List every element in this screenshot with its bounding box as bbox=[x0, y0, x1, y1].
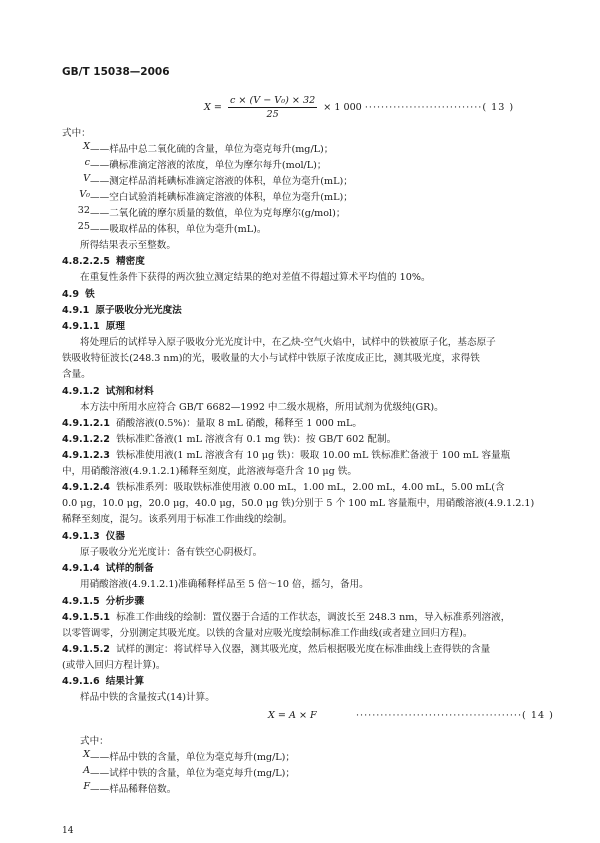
defs14-sym-2: F bbox=[83, 781, 90, 792]
defs13-text-3: ——空白试验消耗碘标准滴定溶液的体积，单位为毫升(mL)； bbox=[90, 192, 353, 203]
defs13-text-1: ——碘标准滴定溶液的浓度，单位为摩尔每升(mol/L)； bbox=[90, 160, 327, 171]
defs13-sym-0: X bbox=[83, 141, 90, 152]
reagents-intro: 本方法中所用水应符合 GB/T 6682—1992 中二级水规格，所用试剂为优级纯(GR)。 bbox=[80, 402, 444, 413]
defs13-text-4: ——二氧化硫的摩尔质量的数值，单位为克每摩尔(g/mol)； bbox=[90, 208, 346, 219]
standard-code: GB/T 15038—2006 bbox=[62, 66, 170, 78]
section-4-9-1-1-heading: 4.9.1.1 原理 bbox=[62, 321, 125, 332]
eq13-denominator: 25 bbox=[266, 109, 279, 120]
defs13-sym-4: 32 bbox=[77, 205, 90, 216]
eq13-lhs: X = bbox=[204, 102, 222, 113]
section-4-9-1-5-heading: 4.9.1.5 分析步骤 bbox=[62, 596, 145, 607]
calc-intro: 样品中铁的含量按式(14)计算。 bbox=[80, 692, 215, 703]
defs13-text-5: ——吸取样品的体积，单位为毫升(mL)。 bbox=[90, 224, 267, 235]
defs13-text-0: ——样品中总二氧化硫的含量，单位为毫克每升(mg/L)； bbox=[90, 144, 334, 155]
eq13-dots: ····························· bbox=[364, 102, 483, 113]
page-number: 14 bbox=[62, 826, 74, 836]
defs14-text-1: ——试样中铁的含量，单位为毫克每升(mg/L)； bbox=[90, 768, 296, 779]
principle-line-1: 将处理后的试样导入原子吸收分光光度计中，在乙炔-空气火焰中，试样中的铁被原子化，基态原子 bbox=[80, 337, 496, 348]
reagent-2: 4.9.1.2.2 铁标准贮备液(1 mL 溶液含有 0.1 mg 铁)：按 GB/T 602 配制。 bbox=[62, 434, 397, 445]
eq14-expr: X = A × F bbox=[268, 710, 317, 721]
reagent-3: 4.9.1.2.3 铁标准使用液(1 mL 溶液含有 10 μg 铁)：吸取 10.00 mL 铁标准贮备液于 100 mL 容量瓶 bbox=[62, 450, 511, 461]
eq13-tail: × 1 000 bbox=[323, 102, 362, 113]
eq13-numerator: c × (V − V₀) × 32 bbox=[229, 95, 316, 106]
reagent-3-cont: 中，用硝酸溶液(4.9.1.2.1)稀释至刻度，此溶液每毫升含 10 μg 铁。 bbox=[62, 466, 357, 477]
section-4-9-1-6-heading: 4.9.1.6 结果计算 bbox=[62, 676, 145, 687]
defs13-sym-5: 25 bbox=[77, 221, 90, 232]
principle-line-3: 含量。 bbox=[62, 369, 91, 380]
section-4-8-2-2-5-text: 在重复性条件下获得的两次独立测定结果的绝对差值不得超过算术平均值的 10%。 bbox=[80, 272, 431, 283]
defs13-sym-2: V bbox=[83, 173, 90, 184]
eq13-number: ( 13 ) bbox=[482, 102, 515, 113]
defs14-text-2: ——样品稀释倍数。 bbox=[90, 784, 177, 795]
defs14-sym-1: A bbox=[83, 765, 90, 776]
defs13-text-2: ——测定样品消耗碘标准滴定溶液的体积，单位为毫升(mL)； bbox=[90, 176, 353, 187]
reagent-4-cont-1: 0.0 μg，10.0 μg，20.0 μg，40.0 μg，50.0 μg 铁)分别于 5 个 100 mL 容量瓶中，用硝酸溶液(4.9.1.2.1) bbox=[62, 498, 535, 509]
eq14-number: ( 14 ) bbox=[522, 710, 554, 721]
section-4-9-1-heading: 4.9.1 原子吸收分光光度法 bbox=[62, 305, 182, 316]
procedure-1-cont: 以零管调零，分别测定其吸光度。以铁的含量对应吸光度绘制标准工作曲线(或者建立回归方程)。 bbox=[62, 628, 473, 639]
defs14-sym-0: X bbox=[83, 749, 90, 760]
sample-prep-text: 用硝酸溶液(4.9.1.2.1)准确稀释样品至 5 倍～10 倍，摇匀，备用。 bbox=[80, 579, 369, 590]
section-4-8-2-2-5-heading: 4.8.2.2.5 精密度 bbox=[62, 256, 145, 267]
defs13-intro: 式中： bbox=[62, 128, 91, 139]
section-4-9-1-2-heading: 4.9.1.2 试剂和材料 bbox=[62, 386, 154, 397]
reagent-4-cont-2: 稀释至刻度，混匀。该系列用于标准工作曲线的绘制。 bbox=[62, 514, 293, 525]
defs14-intro: 式中： bbox=[80, 736, 109, 747]
procedure-2-cont: (或带入回归方程计算)。 bbox=[62, 660, 166, 671]
section-4-9-1-3-heading: 4.9.1.3 仪器 bbox=[62, 531, 125, 542]
defs13-sym-3: V₀ bbox=[79, 189, 90, 200]
equation-13 bbox=[204, 95, 514, 120]
eq14-trail bbox=[356, 710, 554, 721]
section-4-9-1-4-heading: 4.9.1.4 试样的制备 bbox=[62, 563, 154, 574]
eq13-fraction bbox=[228, 95, 317, 120]
defs13-result: 所得结果表示至整数。 bbox=[80, 240, 176, 251]
principle-line-2: 铁吸收特征波长(248.3 nm)的光，吸收量的大小与试样中铁原子浓度成正比，测其吸光度，求得铁 bbox=[62, 353, 480, 364]
reagent-4: 4.9.1.2.4 铁标准系列：吸取铁标准使用液 0.00 mL，1.00 mL，2.00 mL，4.00 mL，5.00 mL(含 bbox=[62, 482, 505, 493]
eq14-dots: ········································· bbox=[356, 710, 523, 721]
defs13-sym-1: c bbox=[84, 157, 90, 168]
defs14-text-0: ——样品中铁的含量，单位为毫克每升(mg/L)； bbox=[90, 752, 296, 763]
reagent-1: 4.9.1.2.1 硝酸溶液(0.5%)：量取 8 mL 硝酸，稀释至 1 000 mL。 bbox=[62, 418, 363, 429]
section-4-9-heading: 4.9 铁 bbox=[62, 289, 95, 300]
procedure-2: 4.9.1.5.2 试样的测定：将试样导入仪器，测其吸光度，然后根据吸光度在标准曲线上查得铁的含量 bbox=[62, 644, 491, 655]
procedure-1: 4.9.1.5.1 标准工作曲线的绘制：置仪器于合适的工作状态，调波长至 248.3 nm，导入标准系列溶液， bbox=[62, 612, 511, 623]
instrument-text: 原子吸收分光光度计：备有铁空心阴极灯。 bbox=[80, 547, 263, 558]
equation-14 bbox=[268, 710, 317, 721]
